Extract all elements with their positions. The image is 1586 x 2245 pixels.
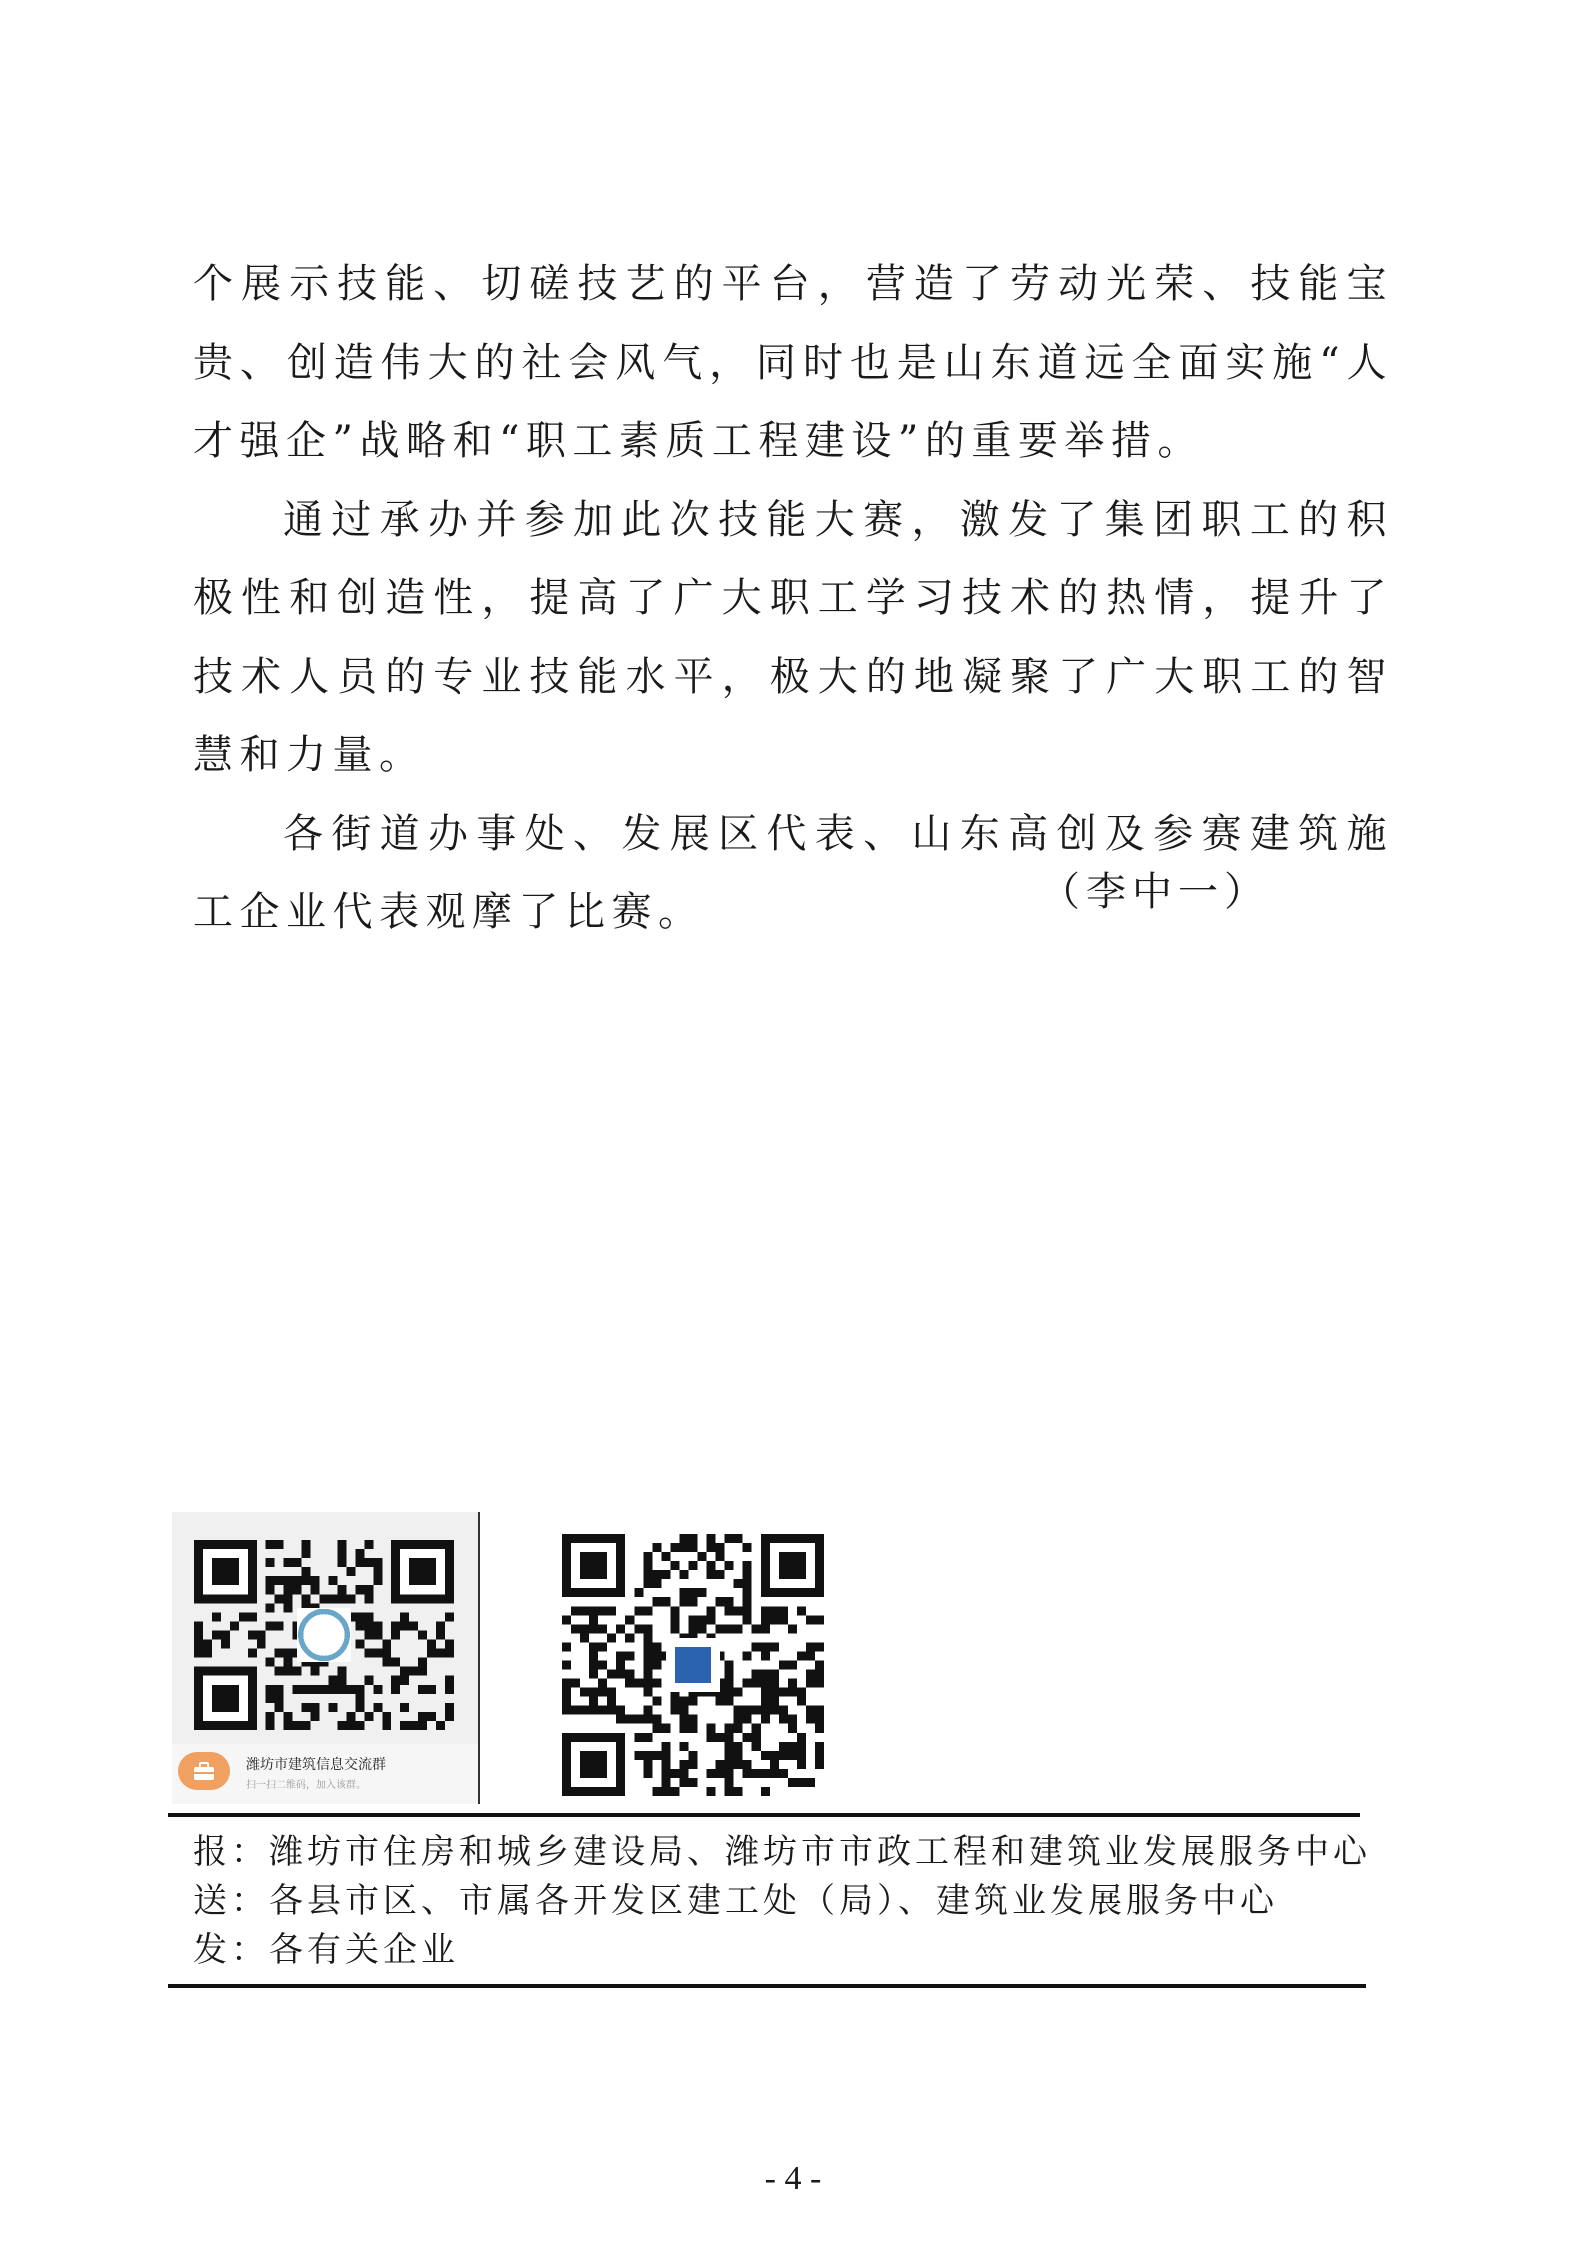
paragraph-2: 通过承办并参加此次技能大赛，激发了集团职工的积极性和创造性，提高了广大职工学习技术的热情，提升了技术人员的专业技能水平，极大的地凝聚了广大职工的智慧和力量。 bbox=[193, 496, 1393, 778]
qr-caption bbox=[172, 1744, 478, 1804]
distribution-top-rule bbox=[168, 1813, 1360, 1817]
article-body bbox=[193, 245, 1393, 952]
wechat-group-qr-card bbox=[172, 1512, 480, 1804]
official-account-qr-icon bbox=[562, 1534, 824, 1796]
page-number: - 4 - bbox=[764, 2160, 822, 2197]
author-signature: （李中一） bbox=[1040, 869, 1270, 915]
group-avatar-icon bbox=[178, 1752, 230, 1790]
distribution-bottom-rule bbox=[168, 1984, 1366, 1988]
issue-to-line: 发：各有关企业 bbox=[193, 1930, 459, 1970]
report-to-line: 报：潍坊市住房和城乡建设局、潍坊市市政工程和建筑业发展服务中心 bbox=[193, 1832, 1371, 1872]
group-hint: 扫一扫二维码，加入该群。 bbox=[246, 1780, 366, 1791]
qr-code-icon bbox=[194, 1540, 454, 1730]
group-name: 潍坊市建筑信息交流群 bbox=[246, 1757, 386, 1773]
paragraph-1: 个展示技能、切磋技艺的平台，营造了劳动光荣、技能宝贵、创造伟大的社会风气，同时也是山东道远全面实施“人才强企”战略和“职工素质工程建设”的重要举措。 bbox=[193, 261, 1393, 464]
send-to-line: 送：各县市区、市属各开发区建工处（局）、建筑业发展服务中心 bbox=[193, 1881, 1278, 1921]
distribution-list bbox=[193, 1828, 1373, 1975]
paragraph-3: 各街道办事处、发展区代表、山东高创及参赛建筑施工企业代表观摩了比赛。 bbox=[193, 810, 1393, 935]
